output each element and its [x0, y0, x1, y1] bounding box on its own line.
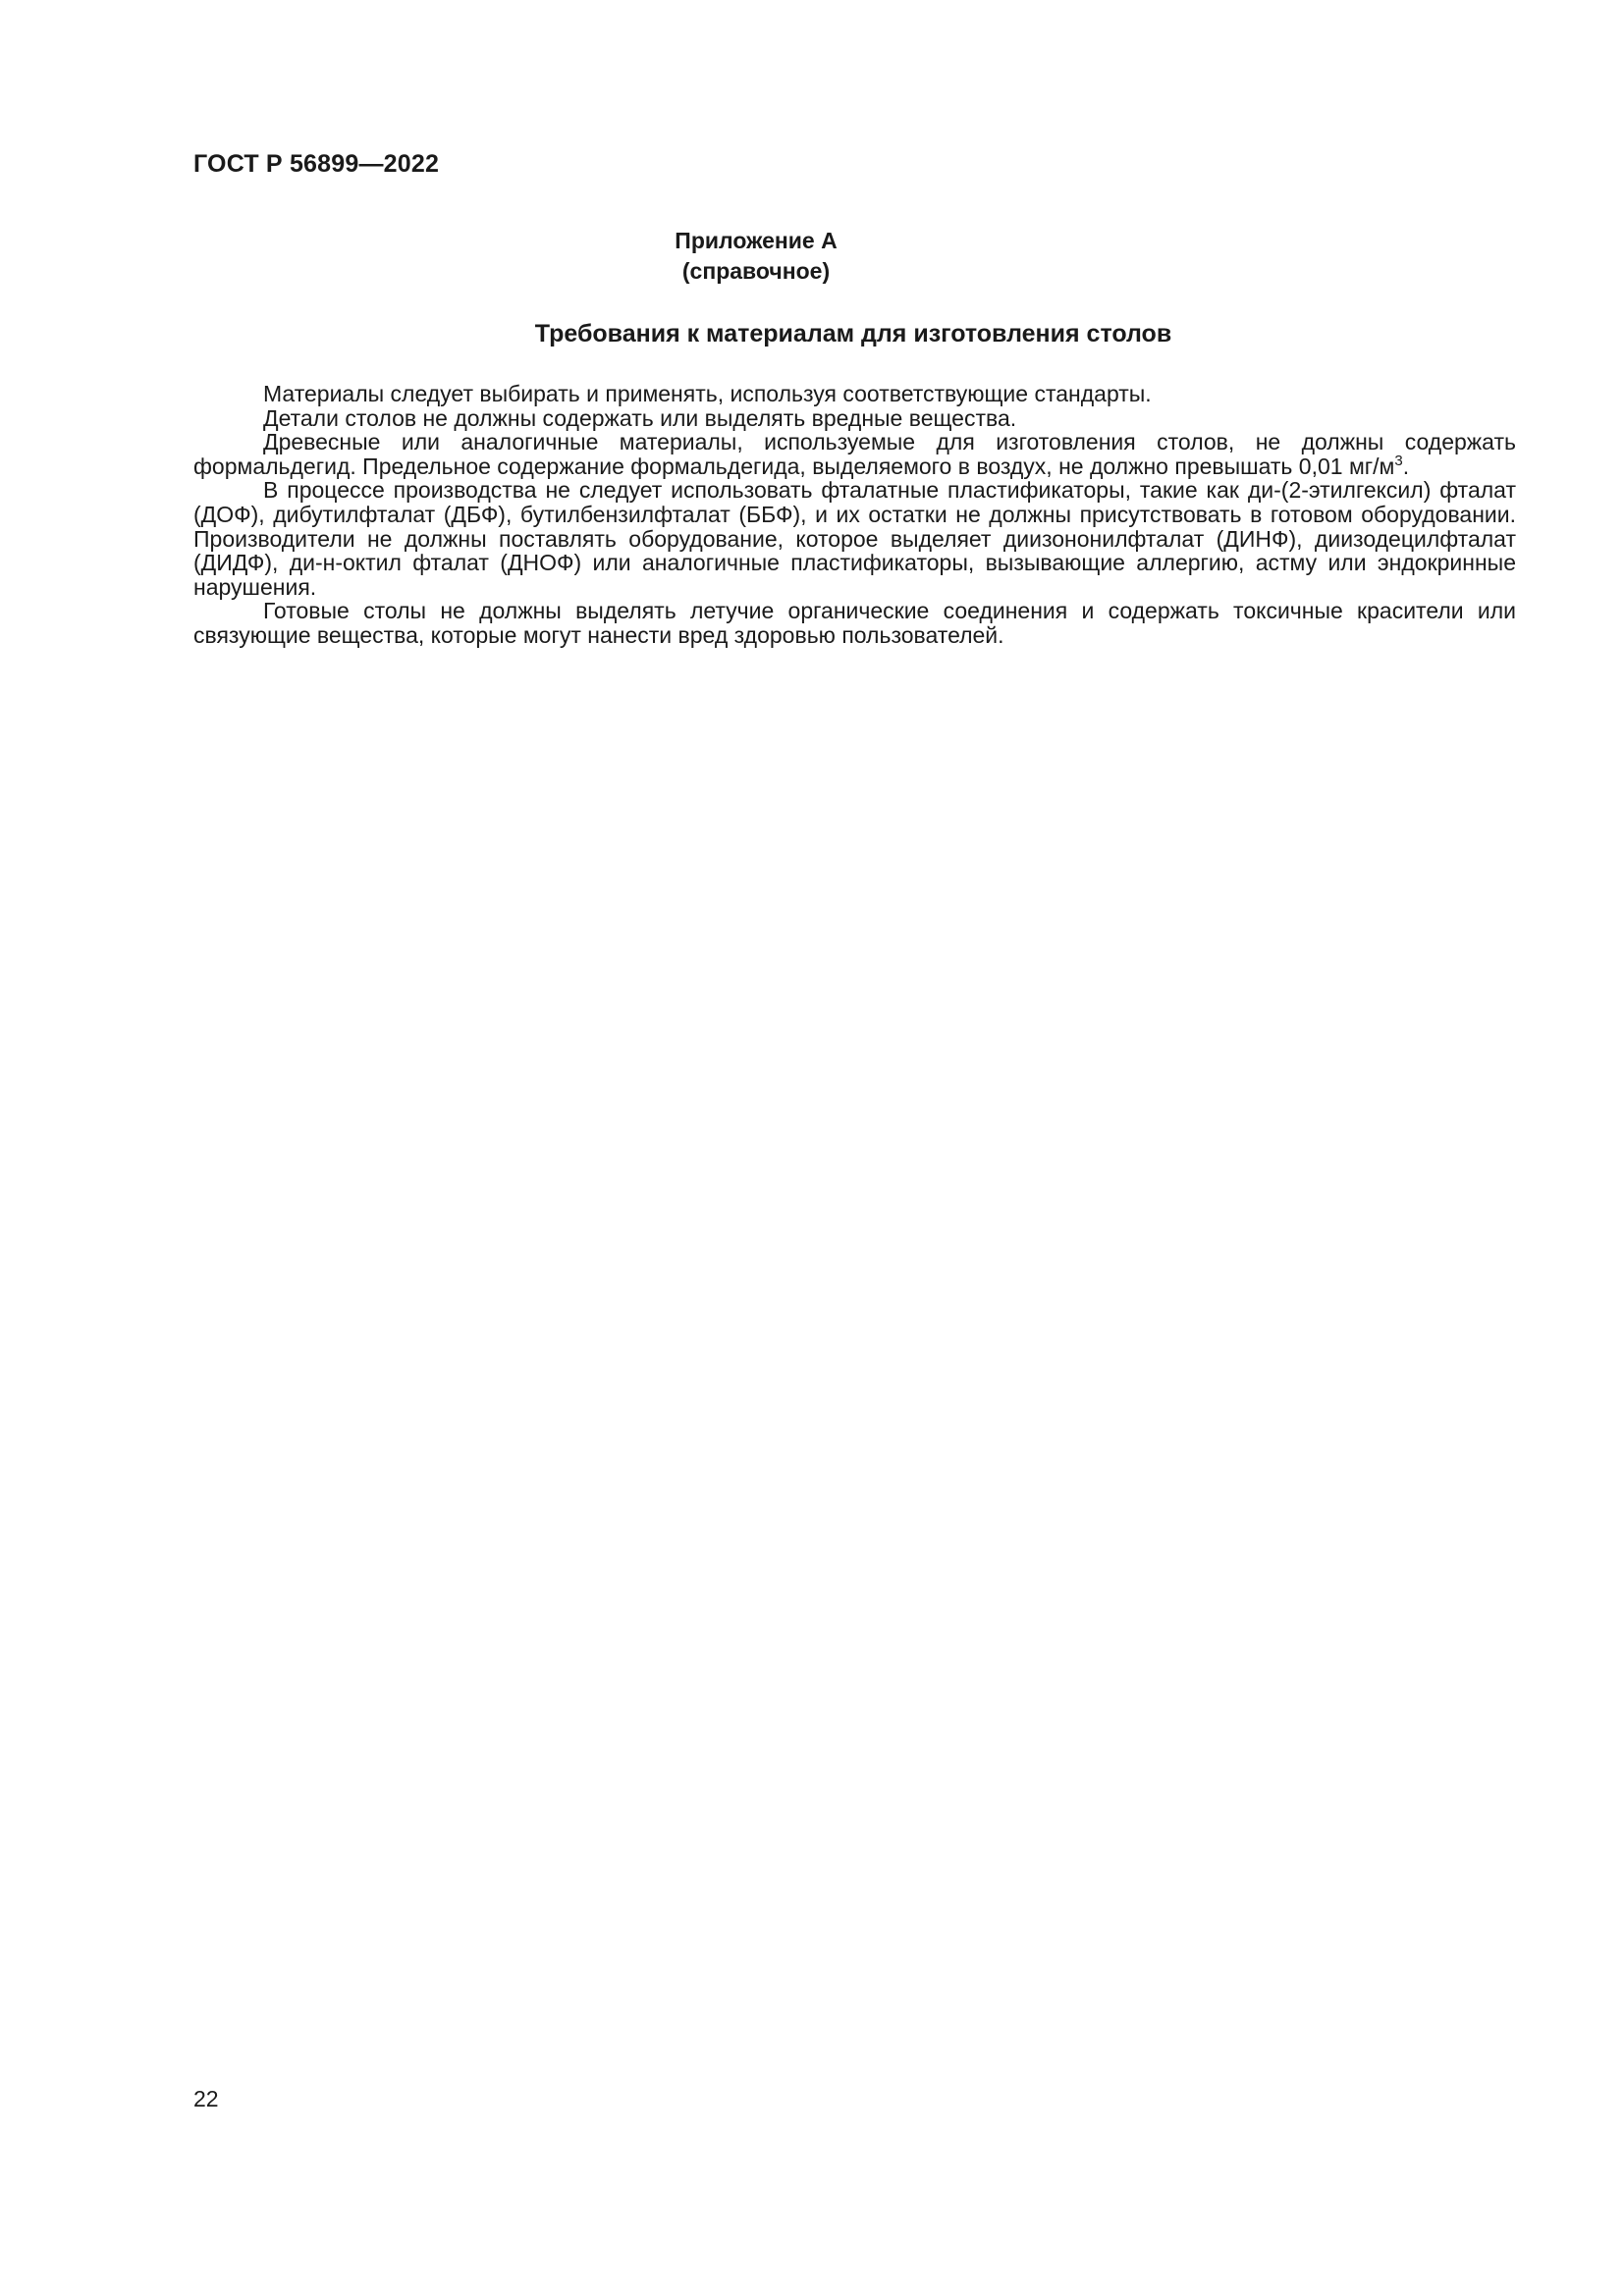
- annex-title: Требования к материалам для изготовления столов: [534, 320, 1172, 347]
- annex-heading: [0, 226, 1512, 287]
- unit-superscript: 3: [1394, 452, 1403, 469]
- paragraph-phthalates: В процессе производства не следует использовать фталатные пластификаторы, такие как ди-(2-этилгексил) фталат (ДОФ), дибутилфталат (ДБФ), бутилбензилфталат (ББФ), и их остатки не должны присутствовать в готовом оборудовании. Производители не должны поставлять оборудование, которое выделяет диизононилфталат (ДИНФ), диизодецилфталат (ДИДФ), ди-н-октил фталат (ДНОФ) или аналогичные пластификаторы, вызывающие аллергию, астму или эндокринные нарушения.: [193, 477, 1516, 600]
- formaldehyde-end: .: [1402, 453, 1410, 479]
- document-code: ГОСТ Р 56899—2022: [193, 150, 440, 178]
- page-number: 22: [193, 2086, 219, 2111]
- paragraph-materials-standards: Материалы следует выбирать и применять, используя соответствующие стандарты.: [263, 381, 1152, 406]
- annex-label: Приложение А: [675, 228, 838, 253]
- formaldehyde-text: Древесные или аналогичные материалы, используемые для изготовления столов, не должны содержать формальдегид. Предельное содержание формальдегида, выделяемого в воздух, не должно превышать 0,01 мг/м: [193, 429, 1516, 479]
- annex-status: (справочное): [681, 258, 831, 284]
- paragraph-harmful-substances: Детали столов не должны содержать или выделять вредные вещества.: [263, 404, 1017, 431]
- annex-body: [193, 382, 1516, 648]
- paragraph-formaldehyde: [193, 430, 1516, 478]
- paragraph-volatile-compounds: Готовые столы не должны выделять летучие органические соединения и содержать токсичные красители или связующие вещества, которые могут нанести вред здоровью пользователей.: [193, 598, 1516, 648]
